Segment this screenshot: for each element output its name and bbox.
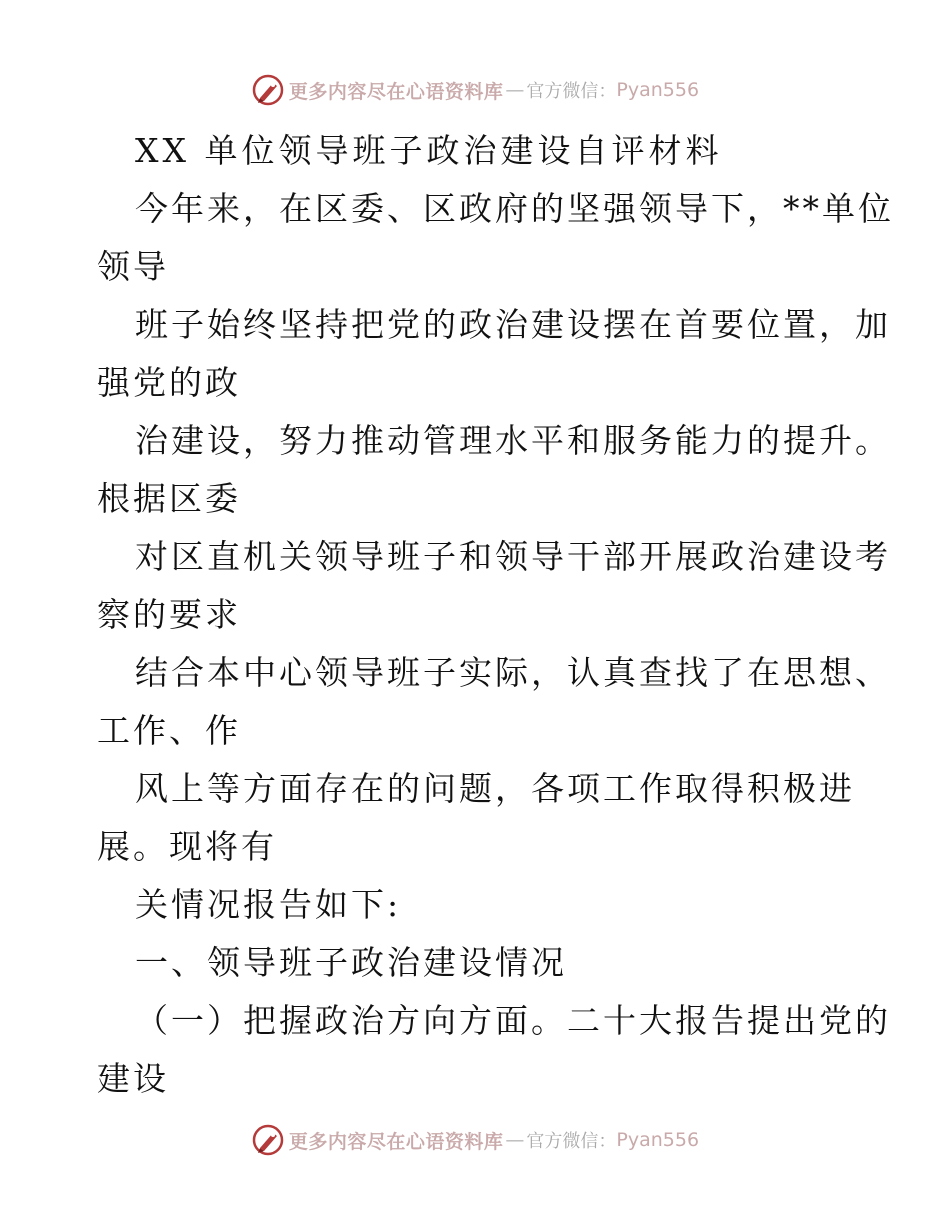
red-pen-logo-icon xyxy=(251,73,285,107)
paragraph-line: 建设 xyxy=(97,1059,169,1098)
header-watermark-banner xyxy=(0,70,950,110)
watermark-main-text: 更多内容尽在心语资料库 xyxy=(288,1130,504,1153)
watermark-wechat-id: Pyan556 xyxy=(616,79,700,101)
subsection-heading: （一）把握政治方向方面。二十大报告提出党的 xyxy=(135,1001,891,1040)
paragraph-line: 根据区委 xyxy=(97,479,241,518)
paragraph-line: 对区直机关领导班子和领导干部开展政治建设考 xyxy=(135,537,891,576)
paragraph-line: 关情况报告如下: xyxy=(135,885,402,924)
paragraph-line: 今年来，在区委、区政府的坚强领导下，**单位 xyxy=(135,189,894,228)
paragraph-line: 领导 xyxy=(97,247,169,286)
paragraph-line: 工作、作 xyxy=(97,711,241,750)
watermark-main-text: 更多内容尽在心语资料库 xyxy=(288,80,504,103)
watermark-separator: — xyxy=(505,79,525,101)
paragraph-line: 班子始终坚持把党的政治建设摆在首要位置，加 xyxy=(135,305,891,344)
watermark-wechat-label: 官方微信： xyxy=(526,1131,617,1152)
document-title: XX 单位领导班子政治建设自评材料 xyxy=(135,131,723,170)
paragraph-line: 治建设，努力推动管理水平和服务能力的提升。 xyxy=(135,421,891,460)
paragraph-line: 结合本中心领导班子实际，认真查找了在思想、 xyxy=(135,653,891,692)
paragraph-line: 风上等方面存在的问题，各项工作取得积极进 xyxy=(135,769,855,808)
red-pen-logo-icon xyxy=(251,1123,285,1157)
footer-watermark-banner xyxy=(0,1120,950,1160)
watermark-separator: — xyxy=(505,1129,525,1151)
paragraph-line: 察的要求 xyxy=(97,595,241,634)
document-body xyxy=(97,122,894,1108)
watermark-wechat-label: 官方微信： xyxy=(526,81,617,102)
paragraph-line: 展。现将有 xyxy=(97,827,277,866)
watermark-wechat-id: Pyan556 xyxy=(616,1129,700,1151)
section-heading: 一、领导班子政治建设情况 xyxy=(135,943,567,982)
paragraph-line: 强党的政 xyxy=(97,363,241,402)
